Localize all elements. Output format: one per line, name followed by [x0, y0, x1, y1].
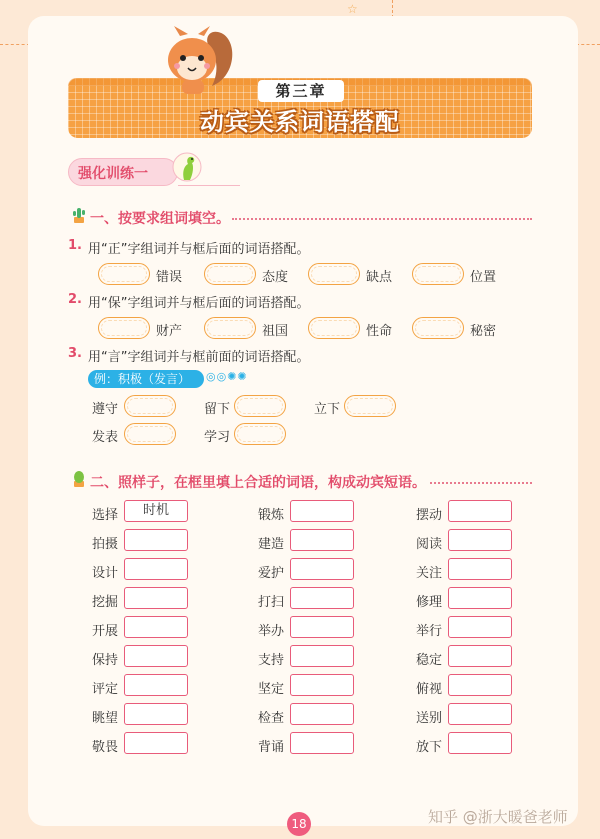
col1-answer-box-1[interactable]: 时机	[124, 500, 188, 522]
col2-word-9: 背诵	[258, 740, 285, 755]
col2-answer-box-2[interactable]	[290, 529, 354, 551]
col3-answer-box-4[interactable]	[448, 587, 512, 609]
watermark: 知乎 @浙大暖爸老师	[428, 808, 568, 826]
col2-word-7: 坚定	[258, 682, 285, 697]
col1-answer-box-7[interactable]	[124, 674, 188, 696]
q1-word-2: 态度	[262, 270, 289, 285]
page-title: 动宾关系词语搭配	[200, 108, 400, 136]
q2-answer-box-3[interactable]	[308, 317, 360, 339]
dinosaur-icon	[172, 150, 202, 184]
col2-word-8: 检查	[258, 711, 285, 726]
col3-answer-box-2[interactable]	[448, 529, 512, 551]
q3-answer-box-4[interactable]	[124, 423, 176, 445]
col1-answer-box-3[interactable]	[124, 558, 188, 580]
q1-answer-box-1[interactable]	[98, 263, 150, 285]
col1-answer-box-2[interactable]	[124, 529, 188, 551]
q3-number: 3.	[68, 346, 82, 361]
chapter-label: 第三章	[258, 80, 344, 102]
col1-word-3: 设计	[92, 566, 119, 581]
col1-word-1: 选择	[92, 508, 119, 523]
col2-word-5: 举办	[258, 624, 285, 639]
col1-word-5: 开展	[92, 624, 119, 639]
col1-answer-box-8[interactable]	[124, 703, 188, 725]
q1-answer-box-3[interactable]	[308, 263, 360, 285]
part2-heading: 二、照样子，在框里填上合适的词语，构成动宾短语。	[90, 475, 426, 491]
col2-word-4: 打扫	[258, 595, 285, 610]
col2-answer-box-8[interactable]	[290, 703, 354, 725]
q2-number: 2.	[68, 292, 82, 307]
page-number: 18	[287, 812, 311, 836]
col3-word-3: 关注	[416, 566, 443, 581]
squirrel-mascot-icon	[160, 26, 240, 96]
q3-word-2: 留下	[204, 402, 231, 417]
col2-answer-box-6[interactable]	[290, 645, 354, 667]
col3-word-9: 放下	[416, 740, 443, 755]
q2-answer-box-4[interactable]	[412, 317, 464, 339]
q3-answer-box-2[interactable]	[234, 395, 286, 417]
col3-answer-box-9[interactable]	[448, 732, 512, 754]
col1-word-6: 保持	[92, 653, 119, 668]
col3-answer-box-6[interactable]	[448, 645, 512, 667]
col1-answer-box-9[interactable]	[124, 732, 188, 754]
q3-answer-box-3[interactable]	[344, 395, 396, 417]
decor-dash-right	[576, 44, 600, 45]
example-badge: 例：积极（发言）	[88, 370, 204, 388]
q1-word-3: 缺点	[366, 270, 393, 285]
col2-word-6: 支持	[258, 653, 285, 668]
col2-answer-box-3[interactable]	[290, 558, 354, 580]
cactus-icon	[70, 206, 88, 224]
col2-answer-box-5[interactable]	[290, 616, 354, 638]
q3-word-3: 立下	[314, 402, 341, 417]
q1-word-4: 位置	[470, 270, 497, 285]
col3-answer-box-1[interactable]	[448, 500, 512, 522]
q1-answer-box-2[interactable]	[204, 263, 256, 285]
col1-answer-box-4[interactable]	[124, 587, 188, 609]
potted-plant-icon	[70, 470, 88, 488]
col3-word-1: 摆动	[416, 508, 443, 523]
col3-word-4: 修理	[416, 595, 443, 610]
part1-heading: 一、按要求组词填空。	[90, 211, 230, 227]
col3-answer-box-3[interactable]	[448, 558, 512, 580]
section-underline	[178, 185, 240, 186]
col2-answer-box-7[interactable]	[290, 674, 354, 696]
part1-dotted-line	[232, 218, 532, 220]
col1-answer-box-5[interactable]	[124, 616, 188, 638]
col1-word-8: 眺望	[92, 711, 119, 726]
q3-word-1: 遵守	[92, 402, 119, 417]
q3-word-5: 学习	[204, 430, 231, 445]
col3-word-7: 俯视	[416, 682, 443, 697]
col3-word-6: 稳定	[416, 653, 443, 668]
col1-word-4: 挖掘	[92, 595, 119, 610]
col2-answer-box-4[interactable]	[290, 587, 354, 609]
q3-answer-box-1[interactable]	[124, 395, 176, 417]
q2-word-4: 秘密	[470, 324, 497, 339]
col2-word-1: 锻炼	[258, 508, 285, 523]
q2-answer-box-1[interactable]	[98, 317, 150, 339]
q2-answer-box-2[interactable]	[204, 317, 256, 339]
star-icon: ☆	[347, 2, 358, 16]
col1-word-7: 评定	[92, 682, 119, 697]
col3-word-8: 送别	[416, 711, 443, 726]
col2-answer-box-1[interactable]	[290, 500, 354, 522]
q2-text: 用“保”字组词并与框后面的词语搭配。	[88, 296, 310, 311]
part2-dotted-line	[430, 482, 532, 484]
q1-word-1: 错误	[156, 270, 183, 285]
section-label: 强化训练一	[78, 166, 148, 182]
q1-text: 用“正”字组词并与框后面的词语搭配。	[88, 242, 310, 257]
col3-answer-box-7[interactable]	[448, 674, 512, 696]
col2-word-3: 爱护	[258, 566, 285, 581]
q1-number: 1.	[68, 238, 82, 253]
q3-answer-box-5[interactable]	[234, 423, 286, 445]
col2-word-2: 建造	[258, 537, 285, 552]
q3-text: 用“言”字组词并与框前面的词语搭配。	[88, 350, 310, 365]
col3-answer-box-8[interactable]	[448, 703, 512, 725]
col1-word-9: 敬畏	[92, 740, 119, 755]
col3-word-2: 阅读	[416, 537, 443, 552]
col3-answer-box-5[interactable]	[448, 616, 512, 638]
q2-word-1: 财产	[156, 324, 183, 339]
decor-dash-left	[0, 44, 30, 45]
col1-answer-box-6[interactable]	[124, 645, 188, 667]
col2-answer-box-9[interactable]	[290, 732, 354, 754]
col1-word-2: 拍摄	[92, 537, 119, 552]
q2-word-3: 性命	[366, 324, 393, 339]
col3-word-5: 举行	[416, 624, 443, 639]
q2-word-2: 祖国	[262, 324, 289, 339]
q1-answer-box-4[interactable]	[412, 263, 464, 285]
q3-word-4: 发表	[92, 430, 119, 445]
sun-decoration-icon: ◎◎✺✺	[206, 370, 248, 383]
